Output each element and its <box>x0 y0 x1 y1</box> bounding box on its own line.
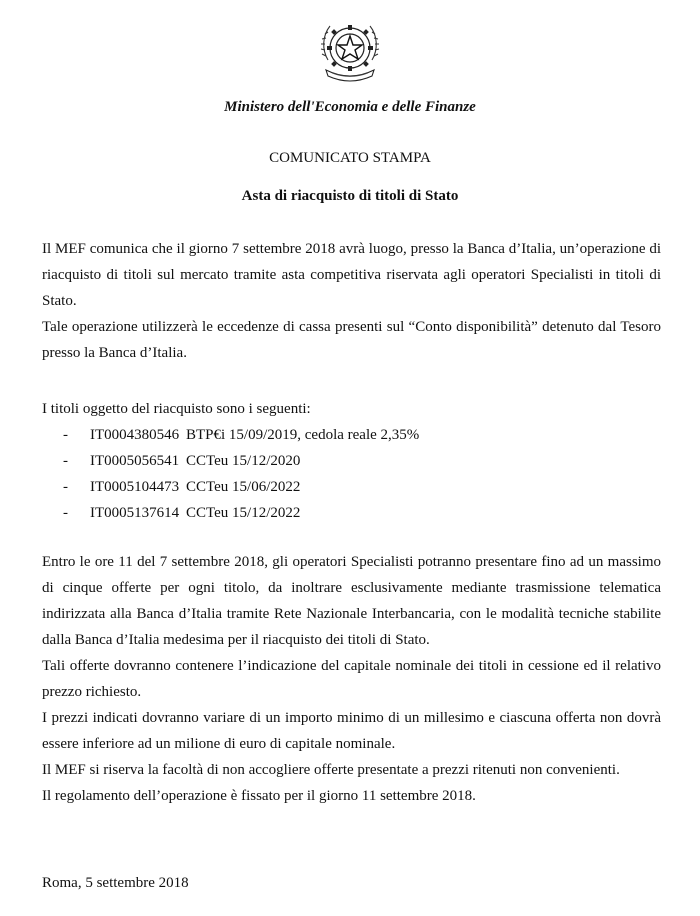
security-description: CCTeu 15/06/2022 <box>186 479 301 495</box>
security-description: BTP€i 15/09/2019, cedola reale 2,35% <box>186 427 420 443</box>
intro-paragraph-1: Il MEF comunica che il giorno 7 settembre 2018 avrà luogo, presso la Banca d’Italia, un’operazione di riacquisto di titoli sul mercato tramite asta competitiva riservata agli operatori Specialisti in titoli di Stato. <box>42 241 661 309</box>
security-isin: IT0005056541 <box>90 453 180 469</box>
ministry-name: Ministero dell'Economia e delle Finanze <box>224 99 476 115</box>
securities-section <box>42 396 661 526</box>
intro-section <box>42 236 661 366</box>
list-bullet: - <box>63 427 68 443</box>
italian-republic-emblem-icon <box>318 16 382 84</box>
list-bullet: - <box>63 505 68 521</box>
security-isin: IT0005137614 <box>90 505 180 521</box>
securities-list <box>42 422 661 526</box>
list-item <box>42 448 661 474</box>
details-paragraph-3: I prezzi indicati dovranno variare di un importo minimo di un millesimo e ciascuna offerta non dovrà essere inferiore ad un milione di euro di capitale nominale. <box>42 710 661 752</box>
intro-paragraph-2: Tale operazione utilizzerà le eccedenze di cassa presenti sul “Conto disponibilità” detenuto dal Tesoro presso la Banca d’Italia. <box>42 319 661 361</box>
security-description: CCTeu 15/12/2020 <box>186 453 301 469</box>
list-item <box>42 474 661 500</box>
security-description: CCTeu 15/12/2022 <box>186 505 301 521</box>
list-bullet: - <box>63 453 68 469</box>
document-type: COMUNICATO STAMPA <box>269 150 431 166</box>
securities-intro: I titoli oggetto del riacquisto sono i seguenti: <box>42 401 311 417</box>
details-paragraph-1: Entro le ore 11 del 7 settembre 2018, gli operatori Specialisti potranno presentare fino ad un massimo di cinque offerte per ogni titolo, da inoltrare esclusivamente mediante trasmissione telematica indirizzata alla Banca d’Italia tramite Rete Nazionale Interbancaria, con le modalità tecniche stabilite dalla Banca d’Italia medesima per il riacquisto dei titoli di Stato. <box>42 554 661 648</box>
security-isin: IT0004380546 <box>90 427 180 443</box>
place-and-date: Roma, 5 settembre 2018 <box>42 875 189 891</box>
details-paragraph-2: Tali offerte dovranno contenere l’indicazione del capitale nominale dei titoli in cessione ed il relativo prezzo richiesto. <box>42 658 661 700</box>
security-isin: IT0005104473 <box>90 479 180 495</box>
list-item <box>42 422 661 448</box>
details-paragraph-4: Il MEF si riserva la facoltà di non accogliere offerte presentate a prezzi ritenuti non convenienti. <box>42 762 620 778</box>
list-item <box>42 500 661 526</box>
list-bullet: - <box>63 479 68 495</box>
details-paragraph-5: Il regolamento dell’operazione è fissato per il giorno 11 settembre 2018. <box>42 788 476 804</box>
document-title: Asta di riacquisto di titoli di Stato <box>241 188 459 204</box>
details-section <box>42 549 661 809</box>
